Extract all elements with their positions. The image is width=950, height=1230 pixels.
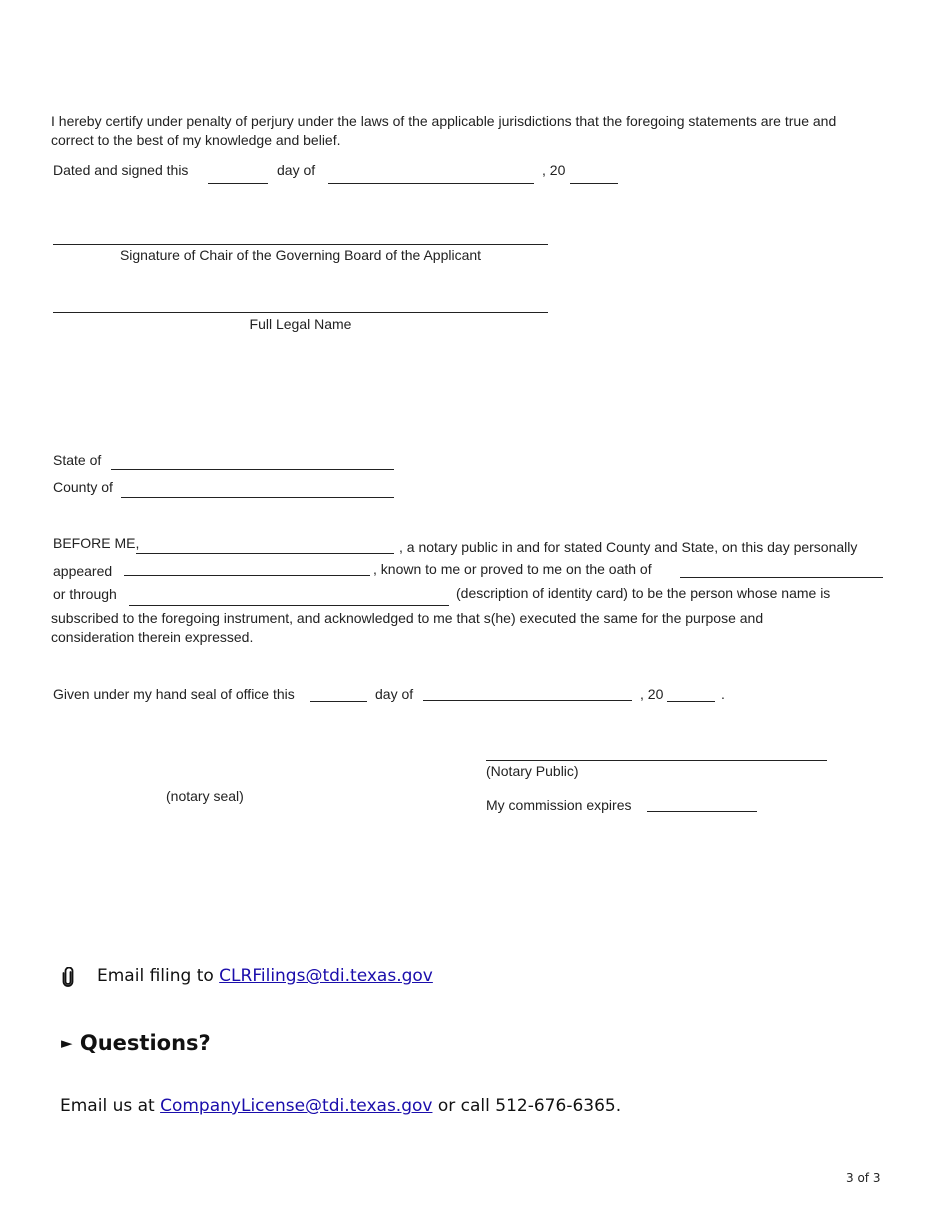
filing-email-link[interactable]: CLRFilings@tdi.texas.gov (219, 966, 433, 986)
full-legal-name-line[interactable] (53, 312, 548, 313)
chair-signature-label: Signature of Chair of the Governing Board of the Applicant (119, 247, 482, 263)
appeared-label: appeared (53, 563, 113, 579)
dated-day-field[interactable] (208, 183, 268, 184)
certification-statement: I hereby certify under penalty of perjury under the laws of the applicable jurisdictions that the foregoing statements are true and correct to the best of my knowledge and belief. (51, 113, 837, 148)
email-filing-text: Email filing to (97, 966, 214, 986)
questions-marker-icon: ► (61, 1034, 73, 1052)
company-license-email-link[interactable]: CompanyLicense@tdi.texas.gov (160, 1096, 433, 1116)
notary-public-text: , a notary public in and for stated County and State, on this day personally (399, 539, 858, 555)
appeared-name-field[interactable] (124, 575, 370, 576)
page-number: 3 of 3 (846, 1171, 881, 1185)
given-period: . (721, 686, 725, 702)
paperclip-icon (61, 967, 75, 987)
county-label: County of (53, 479, 113, 495)
identity-card-field[interactable] (129, 605, 449, 606)
commission-expires-label: My commission expires (486, 797, 632, 813)
commission-expires-field[interactable] (647, 811, 757, 812)
given-day-field[interactable] (310, 701, 367, 702)
questions-title: Questions? (79, 1031, 211, 1055)
before-me-label: BEFORE ME, (53, 535, 140, 551)
given-year-prefix: , 20 (640, 686, 664, 702)
dated-year-prefix: , 20 (542, 162, 566, 178)
given-day-of-label: day of (375, 686, 414, 702)
notary-public-signature-line[interactable] (486, 760, 827, 761)
full-legal-name-label: Full Legal Name (249, 316, 352, 332)
known-text: , known to me or proved to me on the oath of (373, 561, 652, 577)
oath-of-field[interactable] (680, 577, 883, 578)
notary-public-label: (Notary Public) (486, 763, 579, 779)
dated-month-field[interactable] (328, 183, 534, 184)
email-filing-line (97, 966, 433, 986)
or-through-label: or through (53, 586, 117, 602)
notary-statement-continuation: subscribed to the foregoing instrument, and acknowledged to me that s(he) executed the same for the purpose and consideration therein expressed. (51, 610, 764, 645)
description-text: (description of identity card) to be the person whose name is (456, 585, 831, 601)
questions-heading (61, 1031, 211, 1055)
contact-prefix: Email us at (60, 1096, 155, 1116)
county-field[interactable] (121, 497, 394, 498)
contact-suffix: or call 512-676-6365. (437, 1096, 622, 1116)
given-month-field[interactable] (423, 700, 632, 701)
given-label: Given under my hand seal of office this (53, 686, 295, 702)
state-field[interactable] (111, 469, 394, 470)
dated-day-of-label: day of (277, 162, 316, 178)
dated-label: Dated and signed this (53, 162, 189, 178)
dated-year-field[interactable] (570, 183, 618, 184)
notary-name-field[interactable] (136, 553, 394, 554)
notary-seal-label: (notary seal) (166, 788, 244, 804)
state-label: State of (53, 452, 102, 468)
chair-signature-line[interactable] (53, 244, 548, 245)
given-year-field[interactable] (667, 701, 715, 702)
contact-line (60, 1096, 621, 1116)
